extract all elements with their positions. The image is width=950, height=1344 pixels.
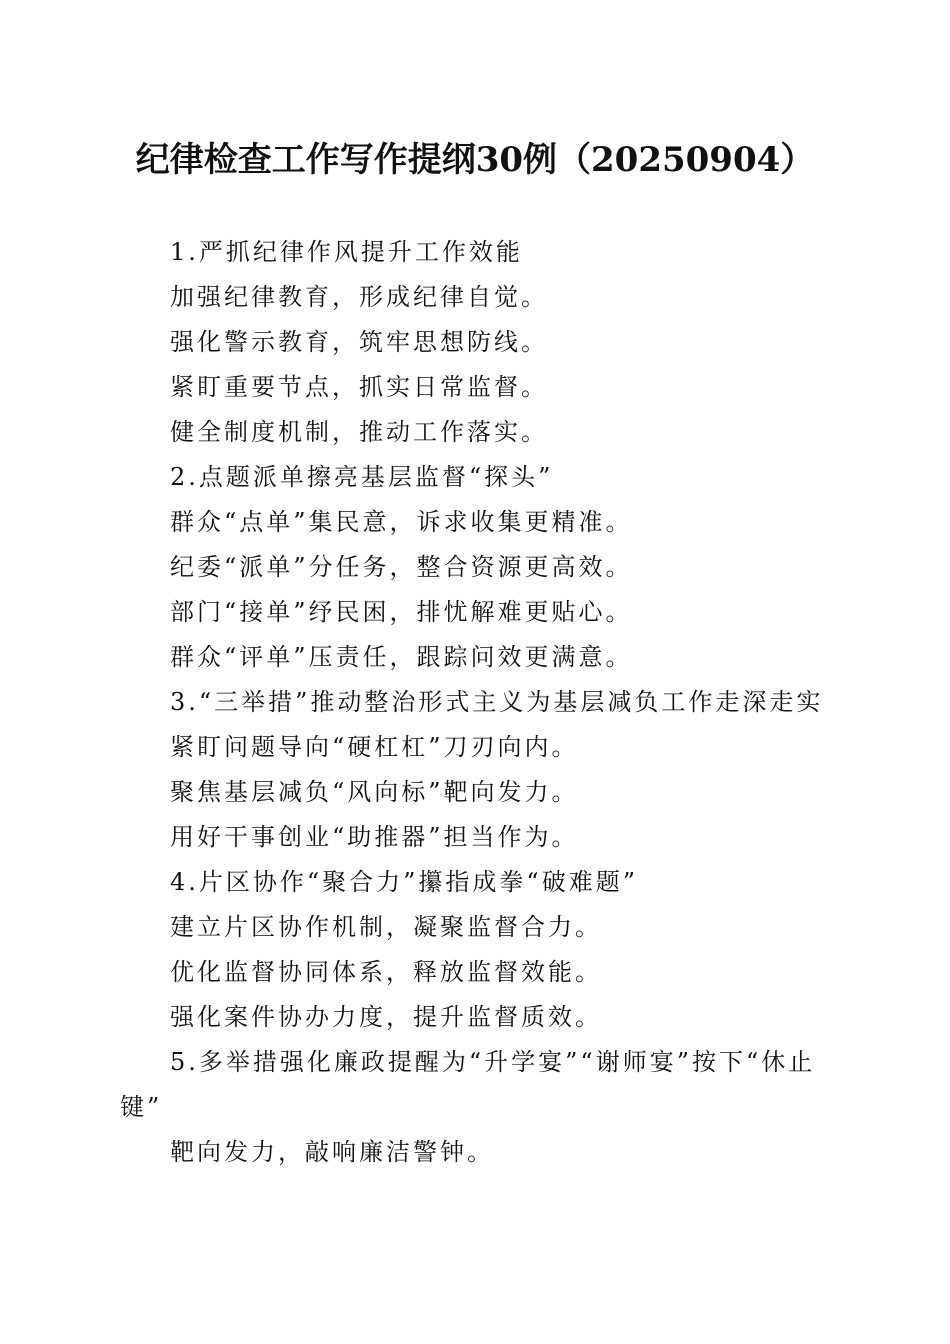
paragraph: 建立片区协作机制，凝聚监督合力。 (170, 913, 602, 941)
heading-5: 5.多举措强化廉政提醒为“升学宴”“谢师宴”按下“休止键” (120, 1048, 816, 1121)
document-title: 纪律检查工作写作提纲30例（20250904） (135, 140, 815, 180)
paragraph: 优化监督协同体系，释放监督效能。 (170, 958, 602, 986)
paragraph: 强化案件协办力度，提升监督质效。 (170, 1003, 602, 1031)
heading-3: 3.“三举措”推动整治形式主义为基层减负工作走深走实 (170, 688, 824, 716)
paragraph: 群众“评单”压责任，跟踪问效更满意。 (170, 643, 633, 671)
paragraph: 纪委“派单”分任务，整合资源更高效。 (170, 553, 633, 581)
document-body (120, 230, 832, 1175)
heading-4: 4.片区协作“聚合力”攥指成拳“破难题” (170, 868, 638, 896)
paragraph: 紧盯问题导向“硬杠杠”刀刃向内。 (170, 733, 579, 761)
paragraph: 靶向发力，敲响廉洁警钟。 (170, 1138, 494, 1166)
paragraph: 加强纪律教育，形成纪律自觉。 (170, 283, 548, 311)
paragraph: 聚焦基层减负“风向标”靶向发力。 (170, 778, 579, 806)
paragraph: 部门“接单”纾民困，排忧解难更贴心。 (170, 598, 633, 626)
paragraph: 用好干事创业“助推器”担当作为。 (170, 823, 579, 851)
heading-2: 2.点题派单擦亮基层监督“探头” (170, 463, 554, 491)
paragraph: 强化警示教育，筑牢思想防线。 (170, 328, 548, 356)
paragraph: 群众“点单”集民意，诉求收集更精准。 (170, 508, 633, 536)
heading-1: 1.严抓纪律作风提升工作效能 (170, 238, 523, 266)
paragraph: 健全制度机制，推动工作落实。 (170, 418, 548, 446)
paragraph: 紧盯重要节点，抓实日常监督。 (170, 373, 548, 401)
